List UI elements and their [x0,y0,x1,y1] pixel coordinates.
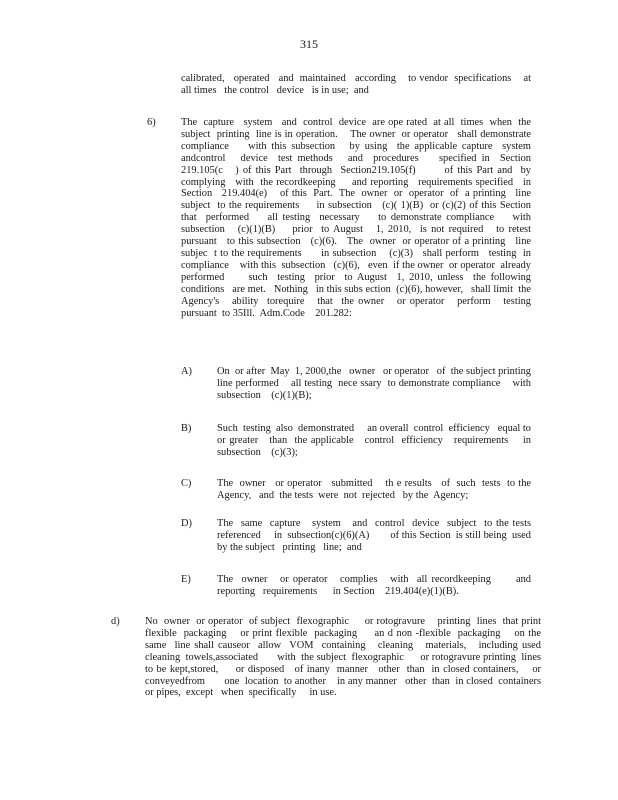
subitem-d-marker: D) [181,518,192,529]
page-number: 315 [300,37,318,51]
subitem-b-marker: B) [181,423,192,434]
subitem-a-text: On or after May 1, 2000,the owner or operator of the subject printing line performed all testing nece ssary to demonstrate compliance with subsection (c)(1)(B); [217,366,537,401]
item-d-text: No owner or operator of subject flexographic or rotogravure printing lines that print flexible packaging or print flexible packaging an d non -flexible packaging on the same line shall causeor allow VOM containing cleaning materials, including used cleaning towels,associated with the subject flexographic or rotogravure printing lines to be kept,stored, or disposed of inany manner other than in closed containers, or conveyedfrom one location to another in any manner other than in closed containers or pipes, except when specifically in use. [145,616,552,699]
item-6-marker: 6) [147,117,156,128]
subitem-e-text: The owner or operator complies with all recordkeeping and reporting requirements in Section 219.404(e)(1)(B). [217,574,534,597]
subitem-b-text: Such testing also demonstrated an overall control efficiency equal to or greater than the applicable control efficiency requirements in subsection (c)(3); [217,423,534,458]
subitem-c-text: The owner or operator submitted th e results of such tests to the Agency, and the tests were not rejected by the Agency; [217,478,534,501]
continuation-paragraph: calibrated, operated and maintained according to vendor specifications at all times the control device is in use; and [181,73,534,96]
subitem-e-marker: E) [181,574,191,585]
subitem-c-marker: C) [181,478,192,489]
item-d-marker: d) [111,616,120,627]
subitem-a-marker: A) [181,366,192,377]
item-6-text: The capture system and control device are ope rated at all times when the subject printing line is in operation. The owner or operator shall demonstrate compliance with this subsection by using the applicable capture system andcontrol device test methods and procedures specified in Section 219.105(c ) of this Part through Section219.105(f) of this Part and by complying with the recordkeeping and reporting requirements specified in Section 219.404(e) of this Part. The owner or operator of a printing line subject to the requirements in subsection (c)( 1)(B) or (c)(2) of this Section that performed all testing necessary to demonstrate compliance with subsection (c)(1)(B) prior to August 1, 2010, is not required to retest pursuant to this subsection (c)(6). The owner or operator of a printing line subjec t to the requirements in subsection (c)(3) shall perform testing in compliance with this subsection (c)(6), even if the owner or operator already performed such testing prior to August 1, 2010, unless the following conditions are met. Nothing in this subs ection (c)(6), however, shall limit the Agency's ability torequire that the owner or operator perform testing pursuant to 35Ill. Adm.Code 201.282: [181,117,539,319]
subitem-d-text: The same capture system and control device subject to the tests referenced in subsection(c)(6)(A) of this Section is still being used by the subject printing line; and [217,518,534,553]
